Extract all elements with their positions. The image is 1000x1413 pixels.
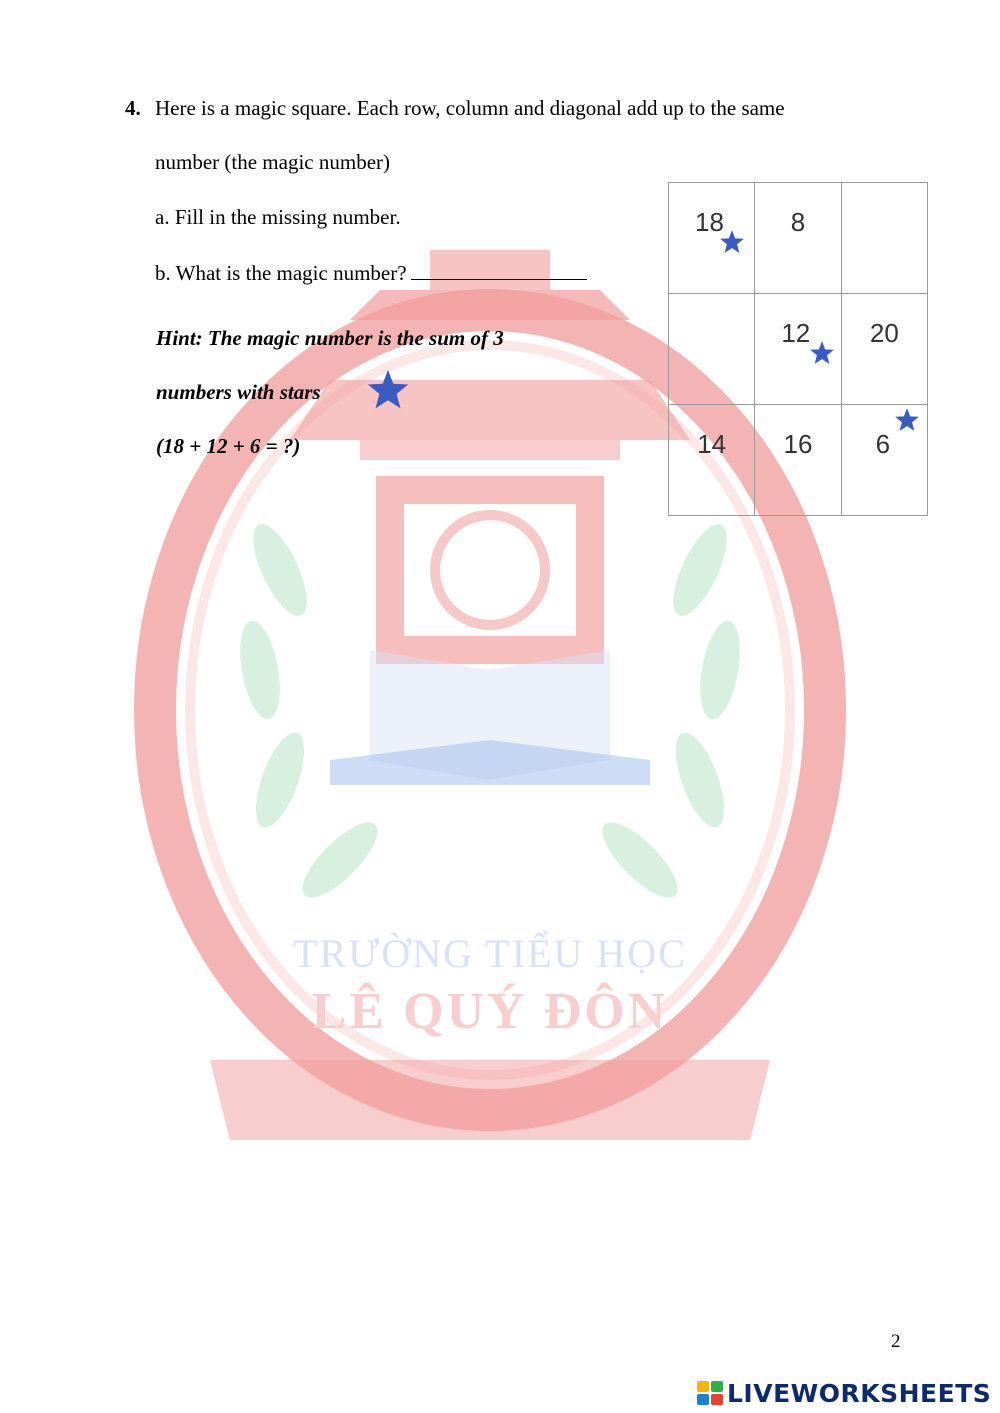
star-icon (366, 368, 410, 412)
cell-r3c1: 14 (669, 405, 755, 516)
cell-r1c3-missing[interactable] (841, 183, 927, 294)
cell-r3c3 (841, 405, 927, 516)
watermark-line2: LÊ QUÝ ĐÔN (311, 983, 669, 1040)
hint-line3: (18 + 12 + 6 = ?) (156, 434, 301, 458)
watermark-line1: TRƯỜNG TIỂU HỌC (293, 931, 687, 976)
table-row (669, 183, 928, 294)
star-icon (719, 229, 745, 255)
question-line1: Here is a magic square. Each row, column and diagonal add up to the same (155, 96, 785, 120)
part-b-text: b. What is the magic number? (155, 261, 407, 285)
question-line2: number (the magic number) (155, 150, 390, 174)
hint-line1: Hint: The magic number is the sum of 3 (156, 326, 504, 350)
cell-r2c1-missing[interactable] (669, 294, 755, 405)
part-b-row (155, 259, 587, 286)
cell-r2c2 (755, 294, 841, 405)
magic-square-grid (668, 182, 928, 516)
cell-r2c3: 20 (841, 294, 927, 405)
question-number: 4. (125, 96, 141, 120)
liveworksheets-brand[interactable] (697, 1378, 991, 1408)
star-icon (894, 407, 920, 433)
cell-value: 18 (695, 207, 724, 237)
liveworksheets-logo-icon (697, 1381, 723, 1405)
brand-text: LIVEWORKSHEETS (727, 1378, 992, 1408)
table-row (669, 294, 928, 405)
cell-r3c2: 16 (755, 405, 841, 516)
star-icon (809, 340, 835, 366)
table-row (669, 405, 928, 516)
cell-value: 12 (781, 318, 811, 348)
hint-line2: numbers with stars (156, 380, 321, 404)
page-number: 2 (891, 1331, 901, 1352)
cell-r1c1 (669, 183, 755, 294)
cell-r1c2: 8 (755, 183, 841, 294)
part-a-text: a. Fill in the missing number. (155, 205, 401, 229)
cell-value: 6 (875, 429, 891, 459)
answer-blank[interactable] (411, 259, 587, 280)
